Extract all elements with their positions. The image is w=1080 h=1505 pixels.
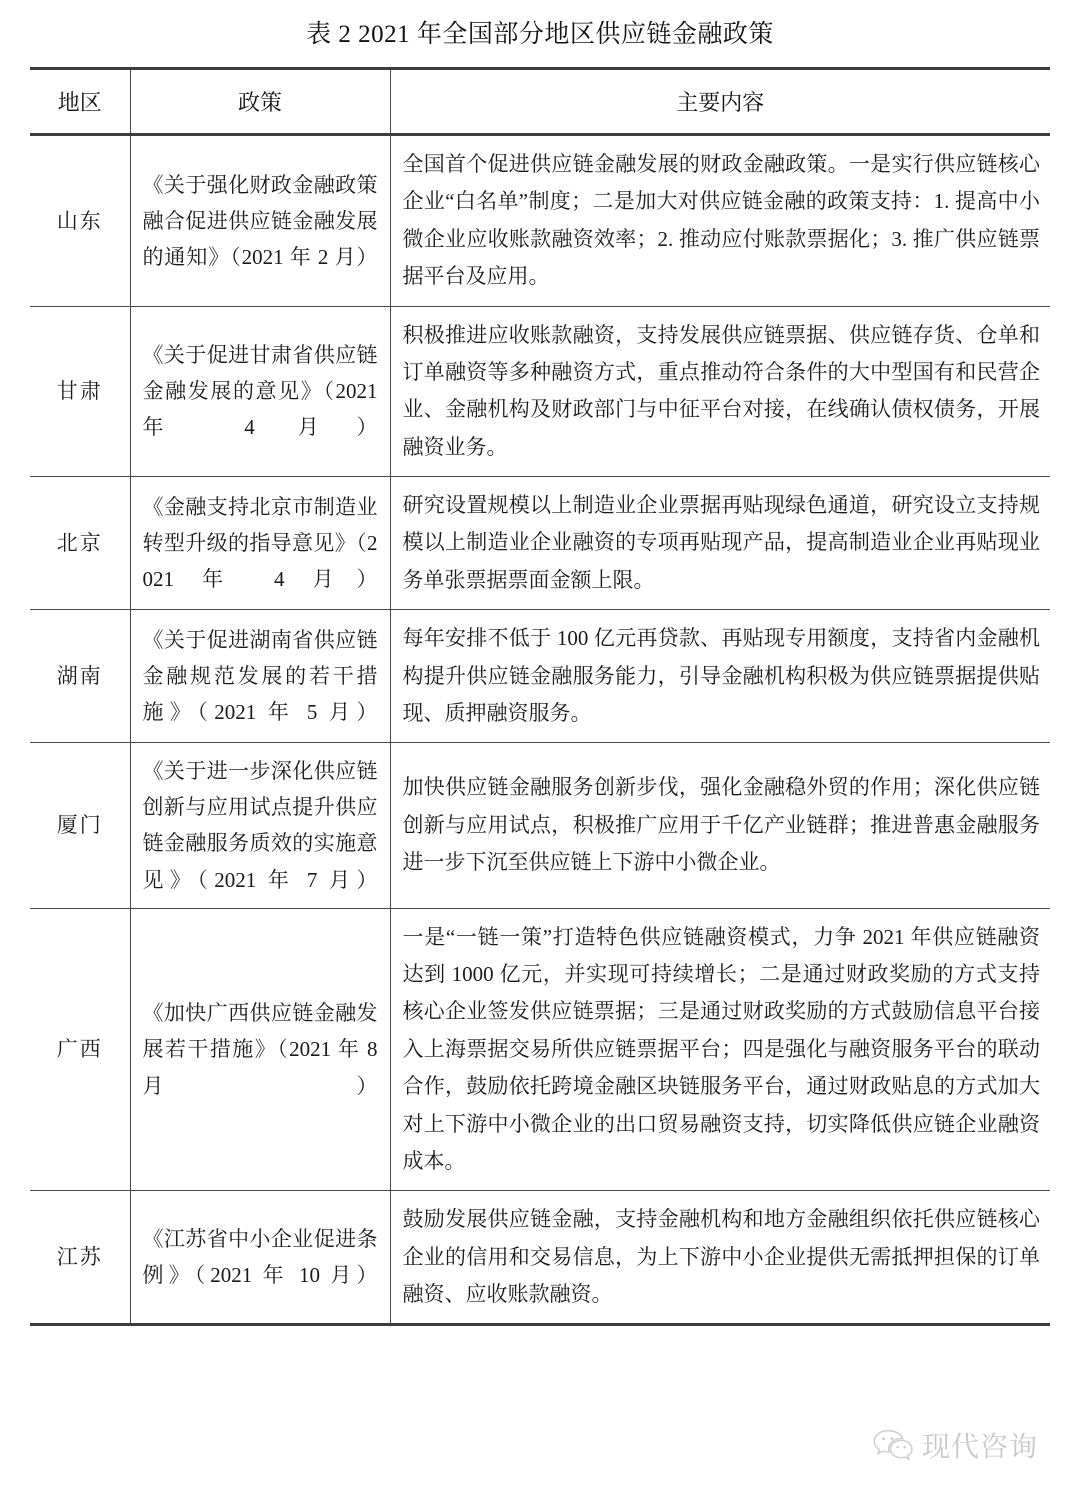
cell-policy: 《江苏省中小企业促进条例》（2021 年 10 月） <box>130 1191 390 1325</box>
table-row <box>30 908 1050 1191</box>
cell-content: 全国首个促进供应链金融发展的财政金融政策。一是实行供应链核心企业“白名单”制度；二是加大对供应链金融的政策支持：1. 提高中小微企业应收账款融资效率；2. 推动应付账款票据化；3. 推广供应链票据平台及应用。 <box>390 135 1050 307</box>
table-caption: 表 2 2021 年全国部分地区供应链金融政策 <box>306 21 774 48</box>
cell-region: 湖南 <box>30 610 130 743</box>
supply-chain-finance-policy-table <box>30 67 1050 1326</box>
table-row <box>30 135 1050 307</box>
watermark <box>872 1425 1038 1465</box>
column-header-content: 主要内容 <box>390 69 1050 135</box>
cell-region: 山东 <box>30 135 130 307</box>
cell-policy: 《金融支持北京市制造业转型升级的指导意见》（2021 年 4 月） <box>130 477 390 610</box>
cell-content: 积极推进应收账款融资，支持发展供应链票据、供应链存货、仓单和订单融资等多种融资方式，重点推动符合条件的大中型国有和民营企业、金融机构及财政部门与中征平台对接，在线确认债权债务，开展融资业务。 <box>390 306 1050 477</box>
cell-content: 鼓励发展供应链金融，支持金融机构和地方金融组织依托供应链核心企业的信用和交易信息，为上下游中小企业提供无需抵押担保的订单融资、应收账款融资。 <box>402 1207 1040 1307</box>
cell-content: 每年安排不低于 100 亿元再贷款、再贴现专用额度，支持省内金融机构提升供应链金融服务能力，引导金融机构积极为供应链票据提供贴现、质押融资服务。 <box>390 610 1050 743</box>
table-row <box>30 477 1050 610</box>
table-row <box>30 306 1050 477</box>
table-body <box>30 135 1050 1325</box>
cell-region: 广西 <box>30 908 130 1191</box>
table-row <box>30 610 1050 743</box>
column-header-policy: 政策 <box>130 69 390 135</box>
cell-region: 甘肃 <box>30 306 130 477</box>
table-row <box>30 743 1050 908</box>
cell-content: 一是“一链一策”打造特色供应链融资模式，力争 2021 年供应链融资达到 1000 亿元，并实现可持续增长；二是通过财政奖励的方式支持核心企业签发供应链票据；三是通过财政奖励的方式鼓励信息平台接入上海票据交易所供应链票据平台；四是强化与融资服务平台的联动合作，鼓励依托跨境金融区块链服务平台，通过财政贴息的方式加大对上下游中小微企业的出口贸易融资支持，切实降低供应链企业融资成本。 <box>390 908 1050 1191</box>
cell-policy: 《关于促进湖南省供应链金融规范发展的若干措施》（2021 年 5 月） <box>130 610 390 743</box>
watermark-label: 现代咨询 <box>921 1431 1038 1462</box>
table-header <box>30 69 1050 135</box>
column-header-region: 地区 <box>30 69 130 135</box>
cell-policy: 《关于促进甘肃省供应链金融发展的意见》（2021 年 4 月） <box>130 306 390 477</box>
cell-policy: 《关于强化财政金融政策融合促进供应链金融发展的通知》（2021 年 2 月） <box>130 135 390 307</box>
cell-region: 北京 <box>30 477 130 610</box>
cell-policy: 《加快广西供应链金融发展若干措施》（2021 年 8 月） <box>130 908 390 1191</box>
table-row <box>30 1191 1050 1325</box>
cell-content: 加快供应链金融服务创新步伐，强化金融稳外贸的作用；深化供应链创新与应用试点，积极推广应用于千亿产业链群；推进普惠金融服务进一步下沉至供应链上下游中小微企业。 <box>390 743 1050 908</box>
cell-policy: 《关于进一步深化供应链创新与应用试点提升供应链金融服务质效的实施意见》（2021 年 7 月） <box>130 743 390 908</box>
wechat-icon <box>872 1428 914 1462</box>
cell-region: 江苏 <box>30 1191 130 1325</box>
table-header-row <box>30 69 1050 135</box>
cell-content: 研究设置规模以上制造业企业票据再贴现绿色通道，研究设立支持规模以上制造业企业融资的专项再贴现产品，提高制造业企业再贴现业务单张票据票面金额上限。 <box>390 477 1050 610</box>
cell-region: 厦门 <box>30 743 130 908</box>
